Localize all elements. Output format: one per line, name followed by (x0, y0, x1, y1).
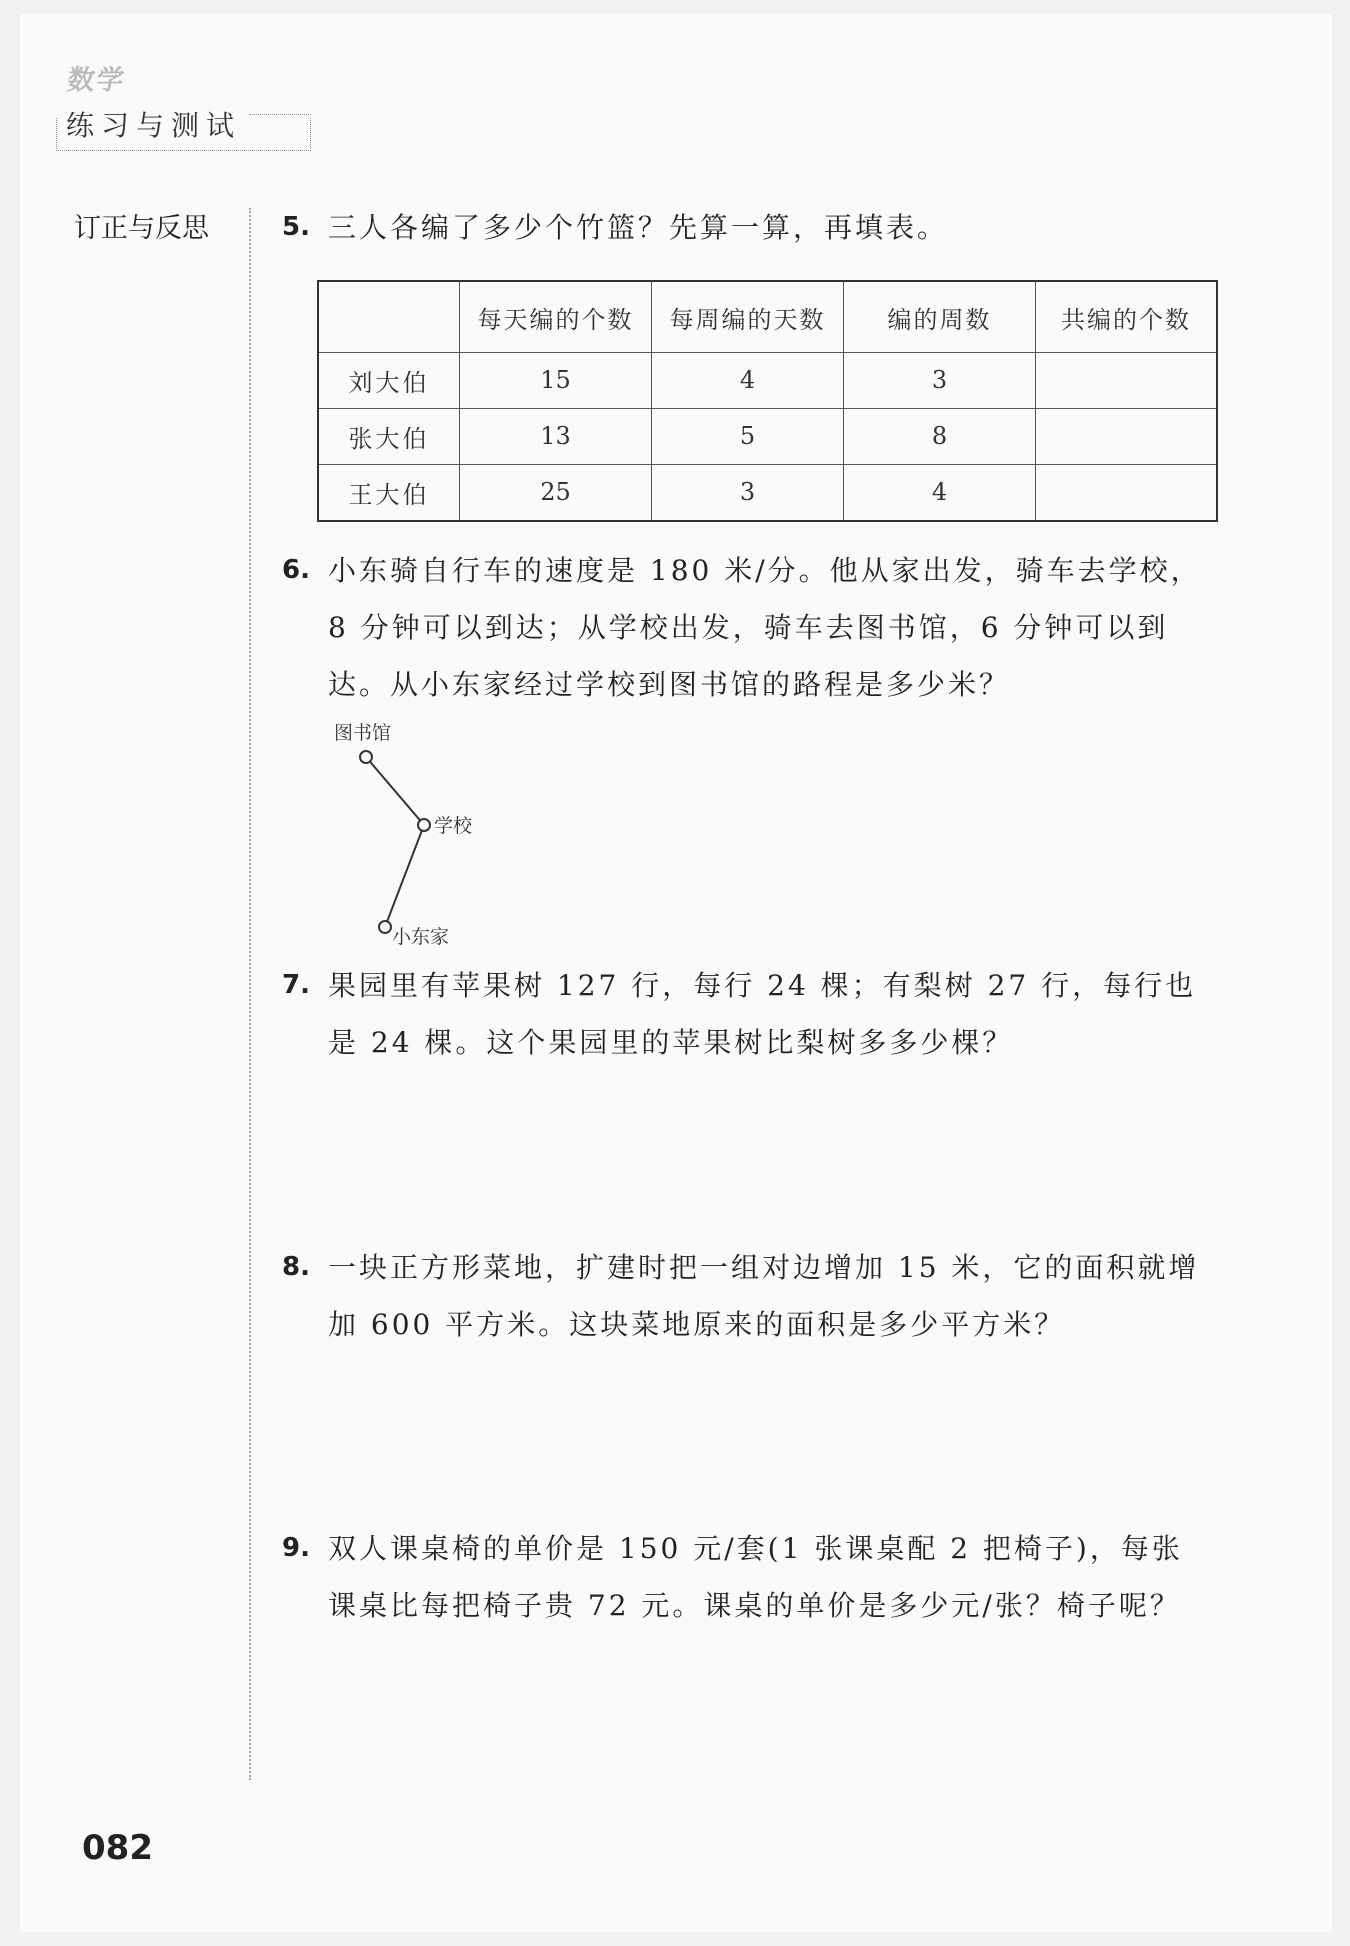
header-frame (56, 118, 311, 151)
table-header-row (318, 281, 1217, 353)
table-cell: 15 (460, 353, 652, 409)
table-cell: 4 (652, 353, 844, 409)
question-number: 8. (282, 1252, 310, 1282)
table-cell: 3 (652, 464, 844, 521)
question-6 (282, 542, 1212, 713)
table-cell: 刘大伯 (318, 353, 460, 409)
table-row (318, 353, 1217, 409)
question-text: 一块正方形菜地，扩建时把一组对边增加 15 米，它的面积就增加 600 平方米。这块菜地原来的面积是多少平方米？ (328, 1251, 1200, 1341)
page-number: 082 (82, 1828, 153, 1868)
table-row (318, 408, 1217, 464)
question-8 (282, 1239, 1212, 1353)
school-label: 学校 (434, 815, 473, 837)
table-header-cell: 每周编的天数 (652, 281, 844, 353)
library-label: 图书馆 (334, 722, 392, 744)
route-map (330, 715, 500, 955)
school-home-line (385, 825, 424, 927)
question-text: 双人课桌椅的单价是 150 元/套(1 张课桌配 2 把椅子)，每张课桌比每把椅子贵 72 元。课桌的单价是多少元/张？椅子呢？ (328, 1532, 1183, 1622)
table-cell: 王大伯 (318, 464, 460, 521)
table-cell: 8 (844, 408, 1036, 464)
library-school-line (366, 757, 424, 825)
subject-label: 数学 (65, 65, 128, 96)
question-text: 小东骑自行车的速度是 180 米/分。他从家出发，骑车去学校，8 分钟可以到达；从学校出发，骑车去图书馆，6 分钟可以到达。从小东家经过学校到图书馆的路程是多少米？ (328, 554, 1202, 701)
question-number: 9. (282, 1533, 310, 1563)
sidebar-label: 订正与反思 (74, 213, 209, 244)
book-title: 练习与测试 (66, 109, 242, 142)
table-cell: 3 (844, 353, 1036, 409)
table-row (318, 464, 1217, 521)
question-9 (282, 1520, 1212, 1634)
table-cell: 张大伯 (318, 408, 460, 464)
question-5 (282, 199, 1212, 256)
home-label: 小东家 (392, 926, 450, 948)
table-cell: 5 (652, 408, 844, 464)
question-number: 6. (282, 555, 310, 585)
margin-divider (249, 208, 251, 1780)
question-7 (282, 957, 1212, 1071)
table-header-cell: 每天编的个数 (460, 281, 652, 353)
question-text: 果园里有苹果树 127 行，每行 24 棵；有梨树 27 行，每行也是 24 棵。这个果园里的苹果树比梨树多多少棵？ (328, 969, 1197, 1059)
question-text: 三人各编了多少个竹篮？先算一算，再填表。 (328, 211, 949, 244)
answer-cell[interactable] (1036, 353, 1218, 409)
table-cell: 4 (844, 464, 1036, 521)
school-point (418, 819, 430, 831)
answer-cell[interactable] (1036, 464, 1218, 521)
table-header-cell: 编的周数 (844, 281, 1036, 353)
table-cell: 13 (460, 408, 652, 464)
table-header-cell: 共编的个数 (1036, 281, 1218, 353)
home-point (379, 921, 391, 933)
question-number: 7. (282, 970, 310, 1000)
library-point (360, 751, 372, 763)
table-header-cell (318, 281, 460, 353)
table-cell: 25 (460, 464, 652, 521)
basket-table (317, 280, 1218, 522)
question-number: 5. (282, 212, 310, 242)
answer-cell[interactable] (1036, 408, 1218, 464)
